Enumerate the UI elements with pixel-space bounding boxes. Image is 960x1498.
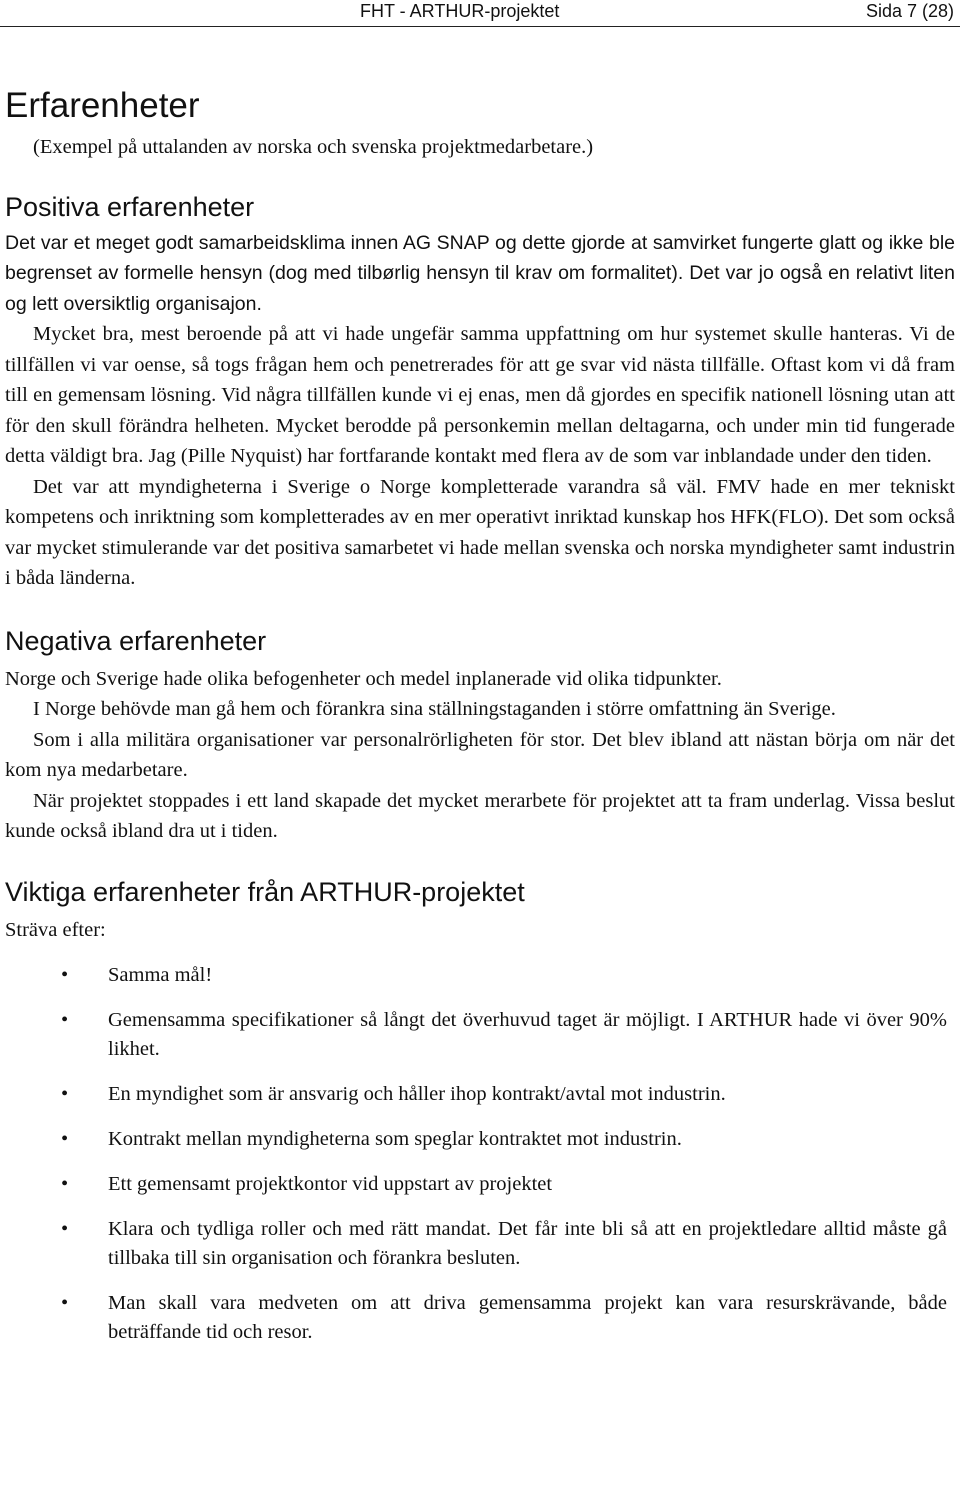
- bullet-icon: •: [61, 964, 69, 986]
- list-item: [5, 1125, 955, 1154]
- positive-heading: Positiva erfarenheter: [5, 191, 255, 222]
- list-item-text: Klara och tydliga roller och med rätt mandat. Det får inte bli så att en projektledare alltid måste gå tillbaka till sin organisation och förankra besluten.: [108, 1218, 947, 1269]
- list-item-text: Samma mål!: [108, 964, 213, 986]
- negative-heading: Negativa erfarenheter: [5, 625, 267, 656]
- list-item-text: Man skall vara medveten om att driva gemensamma projekt kan vara resurskrävande, både beträffande tid och resor.: [108, 1292, 947, 1343]
- list-item: [5, 1170, 955, 1199]
- list-item-text: Gemensamma specifikationer så långt det överhuvud taget är möjligt. I ARTHUR hade vi över 90% likhet.: [108, 1009, 947, 1060]
- positive-paragraph-2: Mycket bra, mest beroende på att vi hade ungefär samma uppfattning om hur systemet skulle hanteras. Vi de tillfällen vi var oense, så togs frågan hem och penetrerades för att ge svar vid nästa tillfälle. Oftast kom vi då fram till en gemensam lösning. Vid några tillfällen kunde vi ej enas, men då gjordes en specifik nationell lösning utan att för den skull förändra helheten. Mycket berodde på personkemin mellan deltagarna, och under min tid fungerade detta väldigt bra. Jag (Pille Nyquist) har fortfarande kontakt med flera av de som var inblandade under den tiden.: [5, 323, 955, 467]
- bullet-icon: •: [61, 1009, 69, 1031]
- list-item: [5, 1215, 955, 1273]
- positive-paragraph-3: Det var att myndigheterna i Sverige o Norge kompletterade varandra så väl. FMV hade en mer tekniskt kompetens och inriktning som kompletterades av en mer operativt inriktad kunskap hos HFK(FLO). Det som också var mycket stimulerande var det positiva samarbetet vi hade mellan svenska och norska myndigheter samt industrin i båda länderna.: [5, 475, 955, 589]
- negative-paragraph-1: Norge och Sverige hade olika befogenheter och medel inplanerade vid olika tidpunkter.: [5, 667, 722, 690]
- page-title: Erfarenheter: [5, 86, 200, 125]
- bullet-icon: •: [61, 1083, 69, 1105]
- bullet-icon: •: [61, 1292, 69, 1314]
- list-item-text: Kontrakt mellan myndigheterna som speglar kontraktet mot industrin.: [108, 1128, 682, 1150]
- list-item-text: En myndighet som är ansvarig och håller ihop kontrakt/avtal mot industrin.: [108, 1083, 726, 1105]
- list-item: [5, 1289, 955, 1347]
- bullet-icon: •: [61, 1128, 69, 1150]
- negative-paragraph-4: När projektet stoppades i ett land skapade det mycket merarbete för projektet att ta fram underlag. Vissa beslut kunde också ibland dra ut i tiden.: [5, 789, 955, 842]
- page-number: Sida 7 (28): [865, 1, 954, 21]
- bullet-icon: •: [61, 1173, 69, 1195]
- list-item: [5, 961, 955, 990]
- list-item: [5, 1006, 955, 1064]
- page-header: [0, 0, 960, 27]
- lessons-heading: Viktiga erfarenheter från ARTHUR-projektet: [5, 876, 525, 907]
- page-content: [5, 84, 955, 1363]
- positive-paragraph-1: Det var et meget godt samarbeidsklima innen AG SNAP og dette gjorde at samvirket fungerte glatt og ikke ble begrenset av formelle hensyn (dog med tilbørlig hensyn til krav om formalitet). Det var jo også en relativt liten og lett oversiktlig organisajon.: [5, 231, 955, 315]
- page-subtitle: (Exempel på uttalanden av norska och svenska projektmedarbetare.): [33, 136, 594, 158]
- list-item-text: Ett gemensamt projektkontor vid uppstart av projektet: [108, 1173, 553, 1195]
- negative-paragraph-3: Som i alla militära organisationer var personalrörligheten för stor. Det blev ibland att nästan börja om när det kom nya medarbetare.: [5, 728, 955, 781]
- bullet-icon: •: [61, 1218, 69, 1240]
- document-title: FHT - ARTHUR-projektet: [360, 1, 560, 21]
- list-item: [5, 1080, 955, 1109]
- lessons-list: [5, 961, 955, 1347]
- lessons-lead: Sträva efter:: [5, 918, 106, 941]
- negative-paragraph-2: I Norge behövde man gå hem och förankra sina ställningstaganden i större omfattning än Sverige.: [33, 698, 836, 720]
